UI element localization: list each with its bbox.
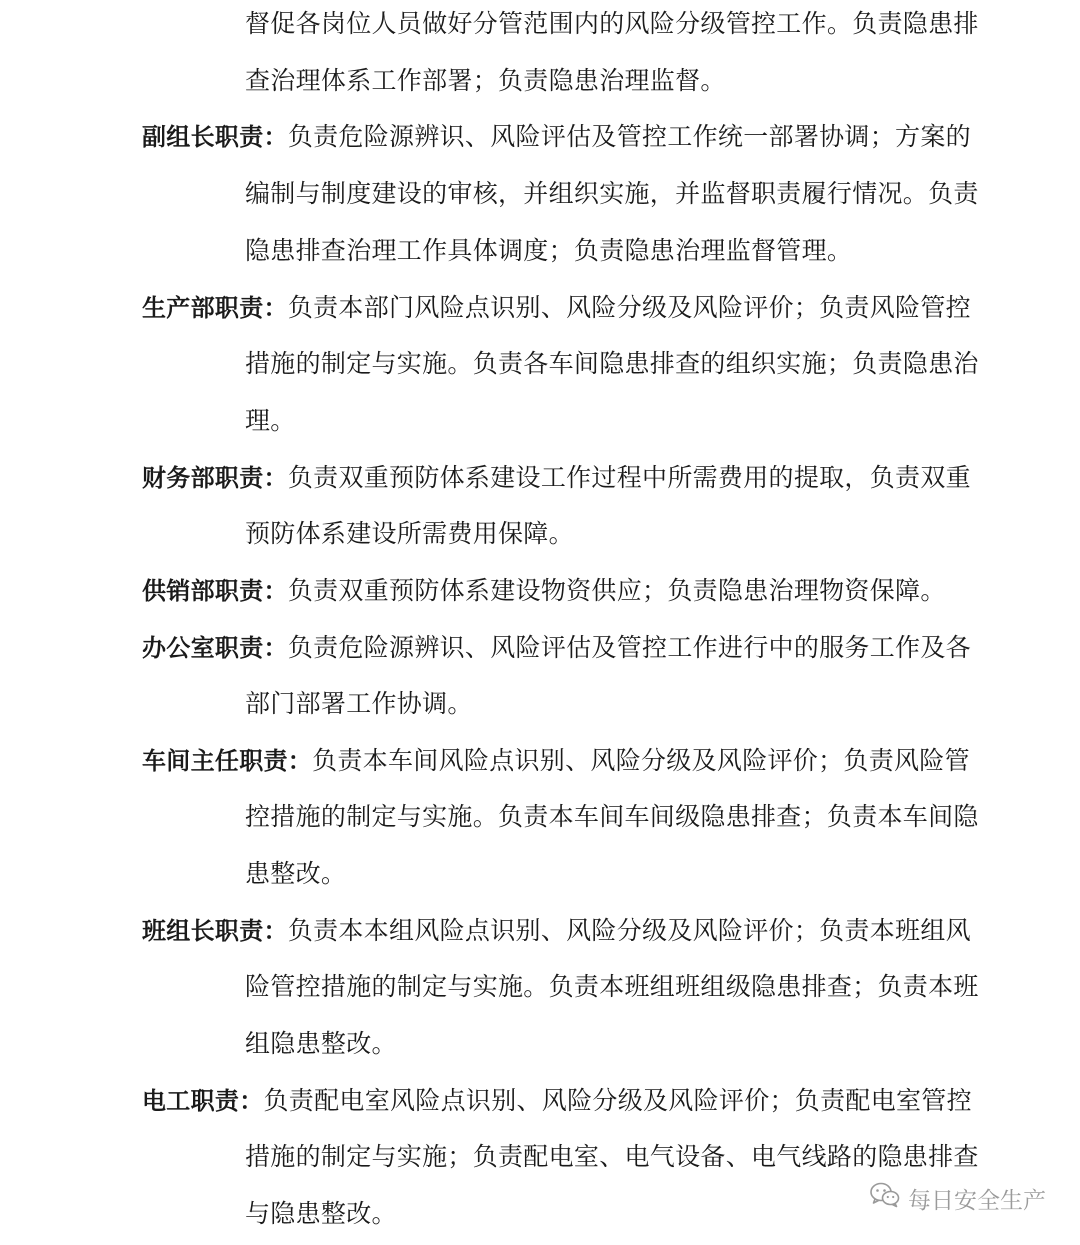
heading-workshop-director: 车间主任职责： [142, 747, 313, 775]
body-text: 与隐患整改。 [245, 1199, 397, 1228]
heading-finance: 财务部职责： [142, 464, 288, 492]
body-text: 措施的制定与实施。负责各车间隐患排查的组织实施；负责隐患治 [245, 349, 979, 378]
body-text: 隐患排查治理工作具体调度；负责隐患治理监督管理。 [245, 236, 853, 265]
paragraph-line [245, 401, 296, 441]
body-text: 控措施的制定与实施。负责本车间车间级隐患排查；负责本车间隐 [245, 802, 979, 831]
body-text: 险管控措施的制定与实施。负责本班组班组级隐患排查；负责本班 [245, 972, 979, 1001]
heading-deputy-leader: 副组长职责： [142, 123, 288, 151]
paragraph-line [245, 514, 574, 554]
paragraph-heading-line [142, 571, 946, 611]
paragraph-line [245, 797, 979, 837]
paragraph-line [245, 174, 979, 214]
heading-supply: 供销部职责： [142, 577, 288, 605]
body-text: 负责本本组风险点识别、风险分级及风险评价；负责本班组风 [287, 916, 971, 945]
body-text: 理。 [245, 406, 296, 435]
heading-production: 生产部职责： [142, 294, 288, 322]
body-text: 预防体系建设所需费用保障。 [245, 519, 574, 548]
paragraph-line [245, 4, 979, 44]
body-text: 督促各岗位人员做好分管范围内的风险分级管控工作。负责隐患排 [245, 9, 979, 38]
watermark [870, 1178, 1046, 1218]
body-text: 查治理体系工作部署；负责隐患治理监督。 [245, 66, 726, 95]
body-text: 负责双重预防体系建设物资供应；负责隐患治理物资保障。 [287, 576, 946, 605]
paragraph-line [245, 61, 726, 101]
paragraph-line [245, 967, 979, 1007]
paragraph-heading-line [142, 458, 971, 498]
body-text: 患整改。 [245, 859, 347, 888]
body-text: 负责本部门风险点识别、风险分级及风险评价；负责风险管控 [287, 293, 971, 322]
heading-office: 办公室职责： [142, 634, 288, 662]
body-text: 负责双重预防体系建设工作过程中所需费用的提取，负责双重 [287, 463, 971, 492]
paragraph-line [245, 1194, 397, 1234]
paragraph-line [245, 1137, 979, 1177]
body-text: 负责本车间风险点识别、风险分级及风险评价；负责风险管 [312, 746, 970, 775]
paragraph-heading-line [142, 911, 971, 951]
heading-electrician: 电工职责： [142, 1087, 264, 1115]
body-text: 负责配电室风险点识别、风险分级及风险评价；负责配电室管控 [263, 1086, 972, 1115]
paragraph-heading-line [142, 741, 970, 781]
paragraph-heading-line [142, 1081, 972, 1121]
paragraph-line [245, 854, 346, 894]
body-text: 负责危险源辨识、风险评估及管控工作进行中的服务工作及各 [287, 633, 971, 662]
heading-team-leader: 班组长职责： [142, 917, 288, 945]
paragraph-heading-line [142, 117, 971, 157]
body-text: 部门部署工作协调。 [245, 689, 473, 718]
body-text: 措施的制定与实施；负责配电室、电气设备、电气线路的隐患排查 [245, 1142, 979, 1171]
watermark-text: 每日安全生产 [908, 1187, 1046, 1214]
body-text: 组隐患整改。 [245, 1029, 397, 1058]
paragraph-line [245, 344, 979, 384]
paragraph-line [245, 1024, 397, 1064]
paragraph-line [245, 684, 473, 724]
body-text: 编制与制度建设的审核，并组织实施，并监督职责履行情况。负责 [245, 179, 979, 208]
paragraph-heading-line [142, 628, 971, 668]
paragraph-heading-line [142, 288, 971, 328]
paragraph-line [245, 231, 852, 271]
wechat-icon [870, 1182, 908, 1214]
body-text: 负责危险源辨识、风险评估及管控工作统一部署协调；方案的 [287, 122, 971, 151]
